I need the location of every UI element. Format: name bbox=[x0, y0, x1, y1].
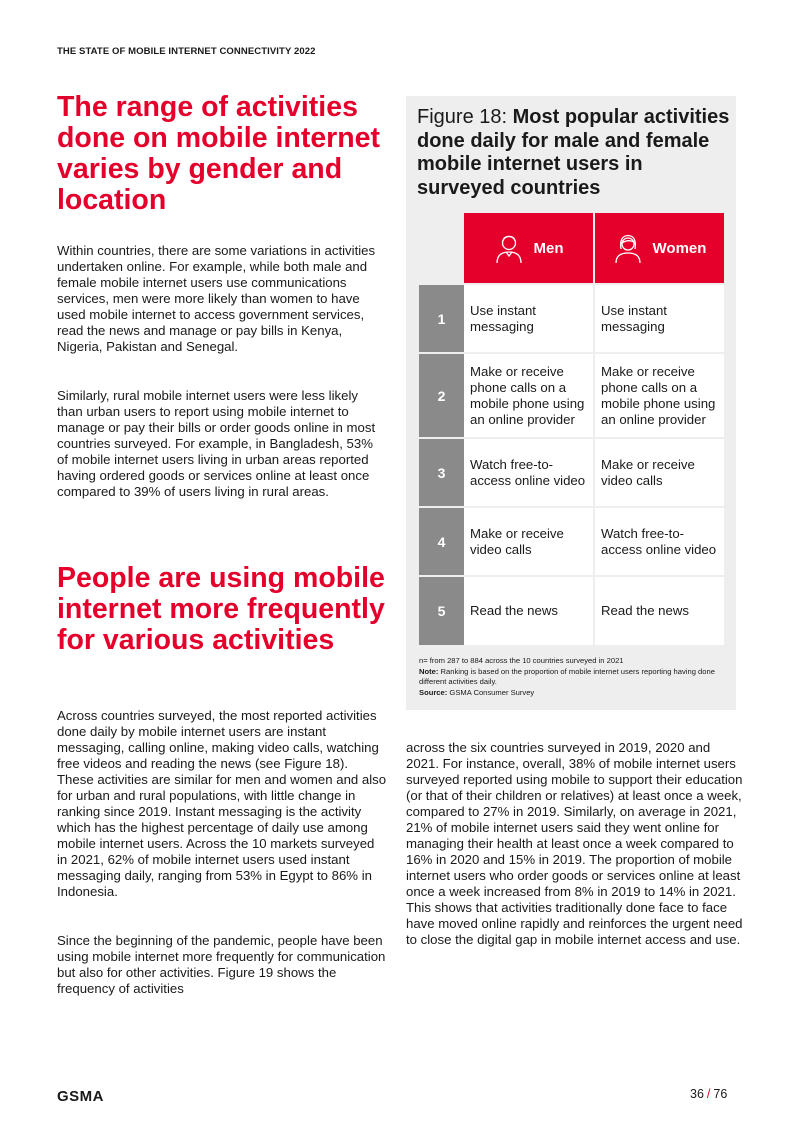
column-header-women-label: Women bbox=[652, 239, 707, 257]
rank-cell-4: 4 bbox=[419, 508, 464, 575]
column-header-women bbox=[595, 213, 724, 283]
section-heading-gender-location: The range of activities done on mobile internet varies by gender and location bbox=[57, 91, 381, 216]
cell-text: Read the news bbox=[601, 603, 689, 618]
body-paragraph-4: Since the beginning of the pandemic, people have been using mobile internet more frequently for communication but also for other activities. Figure 19 shows the frequency of activities bbox=[57, 933, 386, 996]
table-cell-men-2 bbox=[464, 354, 593, 437]
body-paragraph-3: Across countries surveyed, the most reported activities done daily by mobile internet users are instant messaging, calling online, making video calls, watching free videos and reading the news (see Figure 18). These activities are similar for men and women and also for urban and rural populations, with little change in ranking since 2019. Instant messaging is the activity which has the highest percentage of daily use among mobile internet users. Across the 10 markets surveyed in 2021, 62% of mobile internet users used instant messaging daily, ranging from 53% in Egypt to 86% in Indonesia. bbox=[57, 708, 387, 899]
source-text: GSMA Consumer Survey bbox=[449, 688, 535, 697]
figure-notes bbox=[419, 656, 719, 699]
table-cell-men-4 bbox=[464, 508, 593, 575]
current-page: 36 bbox=[690, 1087, 704, 1101]
body-paragraph-5: across the six countries surveyed in 2019, 2020 and 2021. For instance, overall, 38% of mobile internet users surveyed reported using mobile to support their education (or that of their children or relatives) at least once a week, compared to 27% in 2019. Similarly, on average in 2021, 21% of mobile internet users said they went online for managing their health at least once a week compared to 16% in 2020 and 15% in 2019. The proportion of mobile internet users who order goods or services online at least once a week increased from 8% in 2019 to 14% in 2021. This shows that activities traditionally done face to face have moved online rapidly and reinforces the urgent need to close the digital gap in mobile internet access and use. bbox=[406, 740, 743, 947]
rank-cell-1: 1 bbox=[419, 285, 464, 352]
cell-text: Read the news bbox=[470, 603, 558, 618]
rank-cell-2: 2 bbox=[419, 354, 464, 437]
note-label: Note: bbox=[419, 667, 439, 676]
cell-text: Watch free-to-access online video bbox=[601, 525, 717, 557]
table-cell-women-1 bbox=[595, 285, 724, 352]
table-cell-women-3 bbox=[595, 439, 724, 506]
cell-text: Make or receive video calls bbox=[470, 525, 564, 557]
cell-text: Make or receive phone calls on a mobile phone using an online provider bbox=[601, 363, 716, 427]
woman-icon bbox=[613, 232, 643, 264]
note-ranking bbox=[419, 667, 719, 687]
note-source bbox=[419, 688, 719, 698]
table-cell-men-3 bbox=[464, 439, 593, 506]
cell-text: Make or receive phone calls on a mobile phone using an online provider bbox=[470, 363, 585, 427]
man-icon bbox=[494, 232, 524, 264]
table-cell-women-2 bbox=[595, 354, 724, 437]
table-cell-men-5 bbox=[464, 577, 593, 645]
page-separator: / bbox=[706, 1087, 711, 1101]
cell-text: Watch free-to-access online video bbox=[470, 456, 586, 488]
section-heading-frequency: People are using mobile internet more frequently for various activities bbox=[57, 562, 385, 656]
cell-text: Use instant messaging bbox=[601, 302, 667, 334]
body-paragraph-2: Similarly, rural mobile internet users were less likely than urban users to report using mobile internet to manage or pay their bills or order goods online in most countries surveyed. For example, in Bangladesh, 53% of mobile internet users living in urban areas reported having ordered goods or services online at least once compared to 39% of users living in rural areas. bbox=[57, 388, 376, 499]
figure-number: Figure 18: bbox=[417, 106, 508, 128]
cell-text: Make or receive video calls bbox=[601, 456, 695, 488]
table-cell-men-1 bbox=[464, 285, 593, 352]
column-header-men bbox=[464, 213, 593, 283]
rank-cell-3: 3 bbox=[419, 439, 464, 506]
page-number bbox=[690, 1087, 727, 1101]
note-text: Ranking is based on the proportion of mobile internet users reporting having done different activities daily. bbox=[419, 667, 715, 686]
figure-title bbox=[417, 106, 732, 200]
table-cell-women-5 bbox=[595, 577, 724, 645]
rank-cell-5: 5 bbox=[419, 577, 464, 645]
total-pages: 76 bbox=[713, 1087, 728, 1101]
source-label: Source: bbox=[419, 688, 448, 697]
body-paragraph-1: Within countries, there are some variations in activities undertaken online. For example, while both male and female mobile internet users use communications services, men were more likely than women to have used mobile internet to access government services, read the news and manage or pay bills in Kenya, Nigeria, Pakistan and Senegal. bbox=[57, 243, 376, 354]
figure-title-text: Most popular activities done daily for male and female mobile internet users in surveyed countries bbox=[417, 106, 730, 199]
table-cell-women-4 bbox=[595, 508, 724, 575]
cell-text: Use instant messaging bbox=[470, 302, 536, 334]
gsma-logo: GSMA bbox=[57, 1088, 104, 1105]
note-sample-size: n= from 287 to 884 across the 10 countries surveyed in 2021 bbox=[419, 656, 624, 665]
column-header-men-label: Men bbox=[533, 239, 564, 257]
running-head: THE STATE OF MOBILE INTERNET CONNECTIVITY 2022 bbox=[57, 46, 316, 57]
